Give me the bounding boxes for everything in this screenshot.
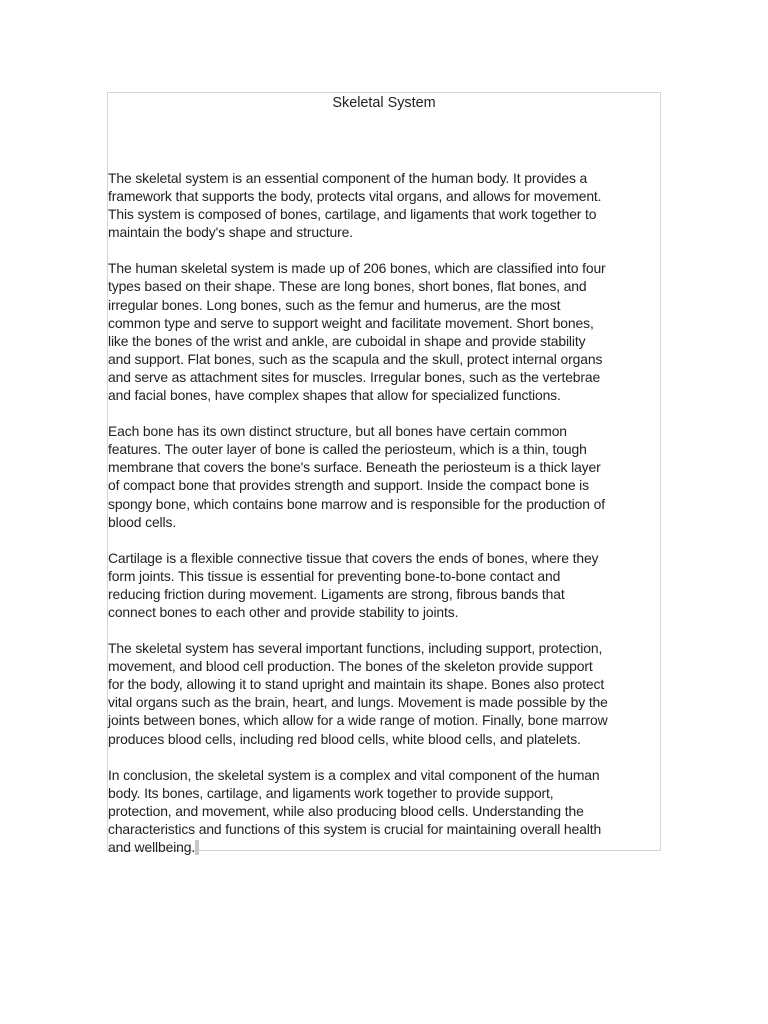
text-line: Each bone has its own distinct structure, but all bones have certain common (108, 423, 567, 440)
text-line: connect bones to each other and provide stability to joints. (108, 603, 459, 620)
document-page[interactable] (107, 92, 661, 855)
body-paragraph (108, 169, 668, 241)
text-line: reducing friction during movement. Ligaments are strong, fibrous bands that (108, 585, 565, 602)
text-line: blood cells. (108, 513, 177, 530)
text-line: joints between bones, which allow for a wide range of motion. Finally, bone marrow (108, 712, 608, 729)
text-line: vital organs such as the brain, heart, and lungs. Movement is made possible by the (108, 694, 608, 711)
text-line: and wellbeing. (108, 838, 668, 856)
text-line: protection, and movement, while also producing blood cells. Understanding the (108, 802, 584, 819)
text-line: characteristics and functions of this system is crucial for maintaining overall health (108, 820, 602, 837)
text-line: form joints. This tissue is essential for preventing bone-to-bone contact and (108, 567, 561, 584)
text-cursor (195, 840, 199, 855)
text-line: In conclusion, the skeletal system is a complex and vital component of the human (108, 766, 600, 783)
text-line: The skeletal system is an essential component of the human body. It provides a (108, 170, 588, 186)
body-paragraph (108, 259, 668, 404)
body-paragraph (108, 639, 668, 748)
document-title: Skeletal System (332, 95, 436, 111)
text-line: Cartilage is a flexible connective tissue that covers the ends of bones, where they (108, 549, 599, 566)
text-line: maintain the body's shape and structure. (108, 224, 353, 241)
text-line: spongy bone, which contains bone marrow and is responsible for the production of (108, 495, 605, 512)
text-line: produces blood cells, including red blood cells, white blood cells, and platelets. (108, 730, 581, 747)
text-line: irregular bones. Long bones, such as the femur and humerus, are the most (108, 296, 561, 313)
text-line: The skeletal system has several important functions, including support, protection, (108, 640, 603, 657)
text-line: framework that supports the body, protects vital organs, and allows for movement. (108, 188, 602, 205)
text-line: like the bones of the wrist and ankle, are cuboidal in shape and provide stability (108, 332, 586, 349)
body-paragraph (108, 422, 668, 531)
text-line: membrane that covers the bone's surface. Beneath the periosteum is a thick layer (108, 459, 601, 476)
text-line: movement, and blood cell production. The bones of the skeleton provide support (108, 658, 593, 675)
text-line: common type and serve to support weight and facilitate movement. Short bones, (108, 314, 594, 331)
text-line: for the body, allowing it to stand upright and maintain its shape. Bones also protect (108, 676, 605, 693)
body-paragraph (108, 549, 668, 621)
body-paragraph (108, 766, 668, 856)
text-line: and serve as attachment sites for muscles. Irregular bones, such as the vertebrae (108, 368, 601, 385)
text-line: and support. Flat bones, such as the scapula and the skull, protect internal organs (108, 350, 603, 367)
text-line: of compact bone that provides strength and support. Inside the compact bone is (108, 477, 589, 494)
text-line: and facial bones, have complex shapes that allow for specialized functions. (108, 387, 561, 404)
text-line: body. Its bones, cartilage, and ligaments work together to provide support, (108, 784, 554, 801)
text-line: This system is composed of bones, cartilage, and ligaments that work together to (108, 206, 597, 223)
text-line: The human skeletal system is made up of 206 bones, which are classified into four (108, 260, 606, 277)
document-body[interactable] (108, 169, 668, 874)
text-line: types based on their shape. These are long bones, short bones, flat bones, and (108, 278, 587, 295)
text-line: features. The outer layer of bone is called the periosteum, which is a thin, tough (108, 441, 587, 458)
